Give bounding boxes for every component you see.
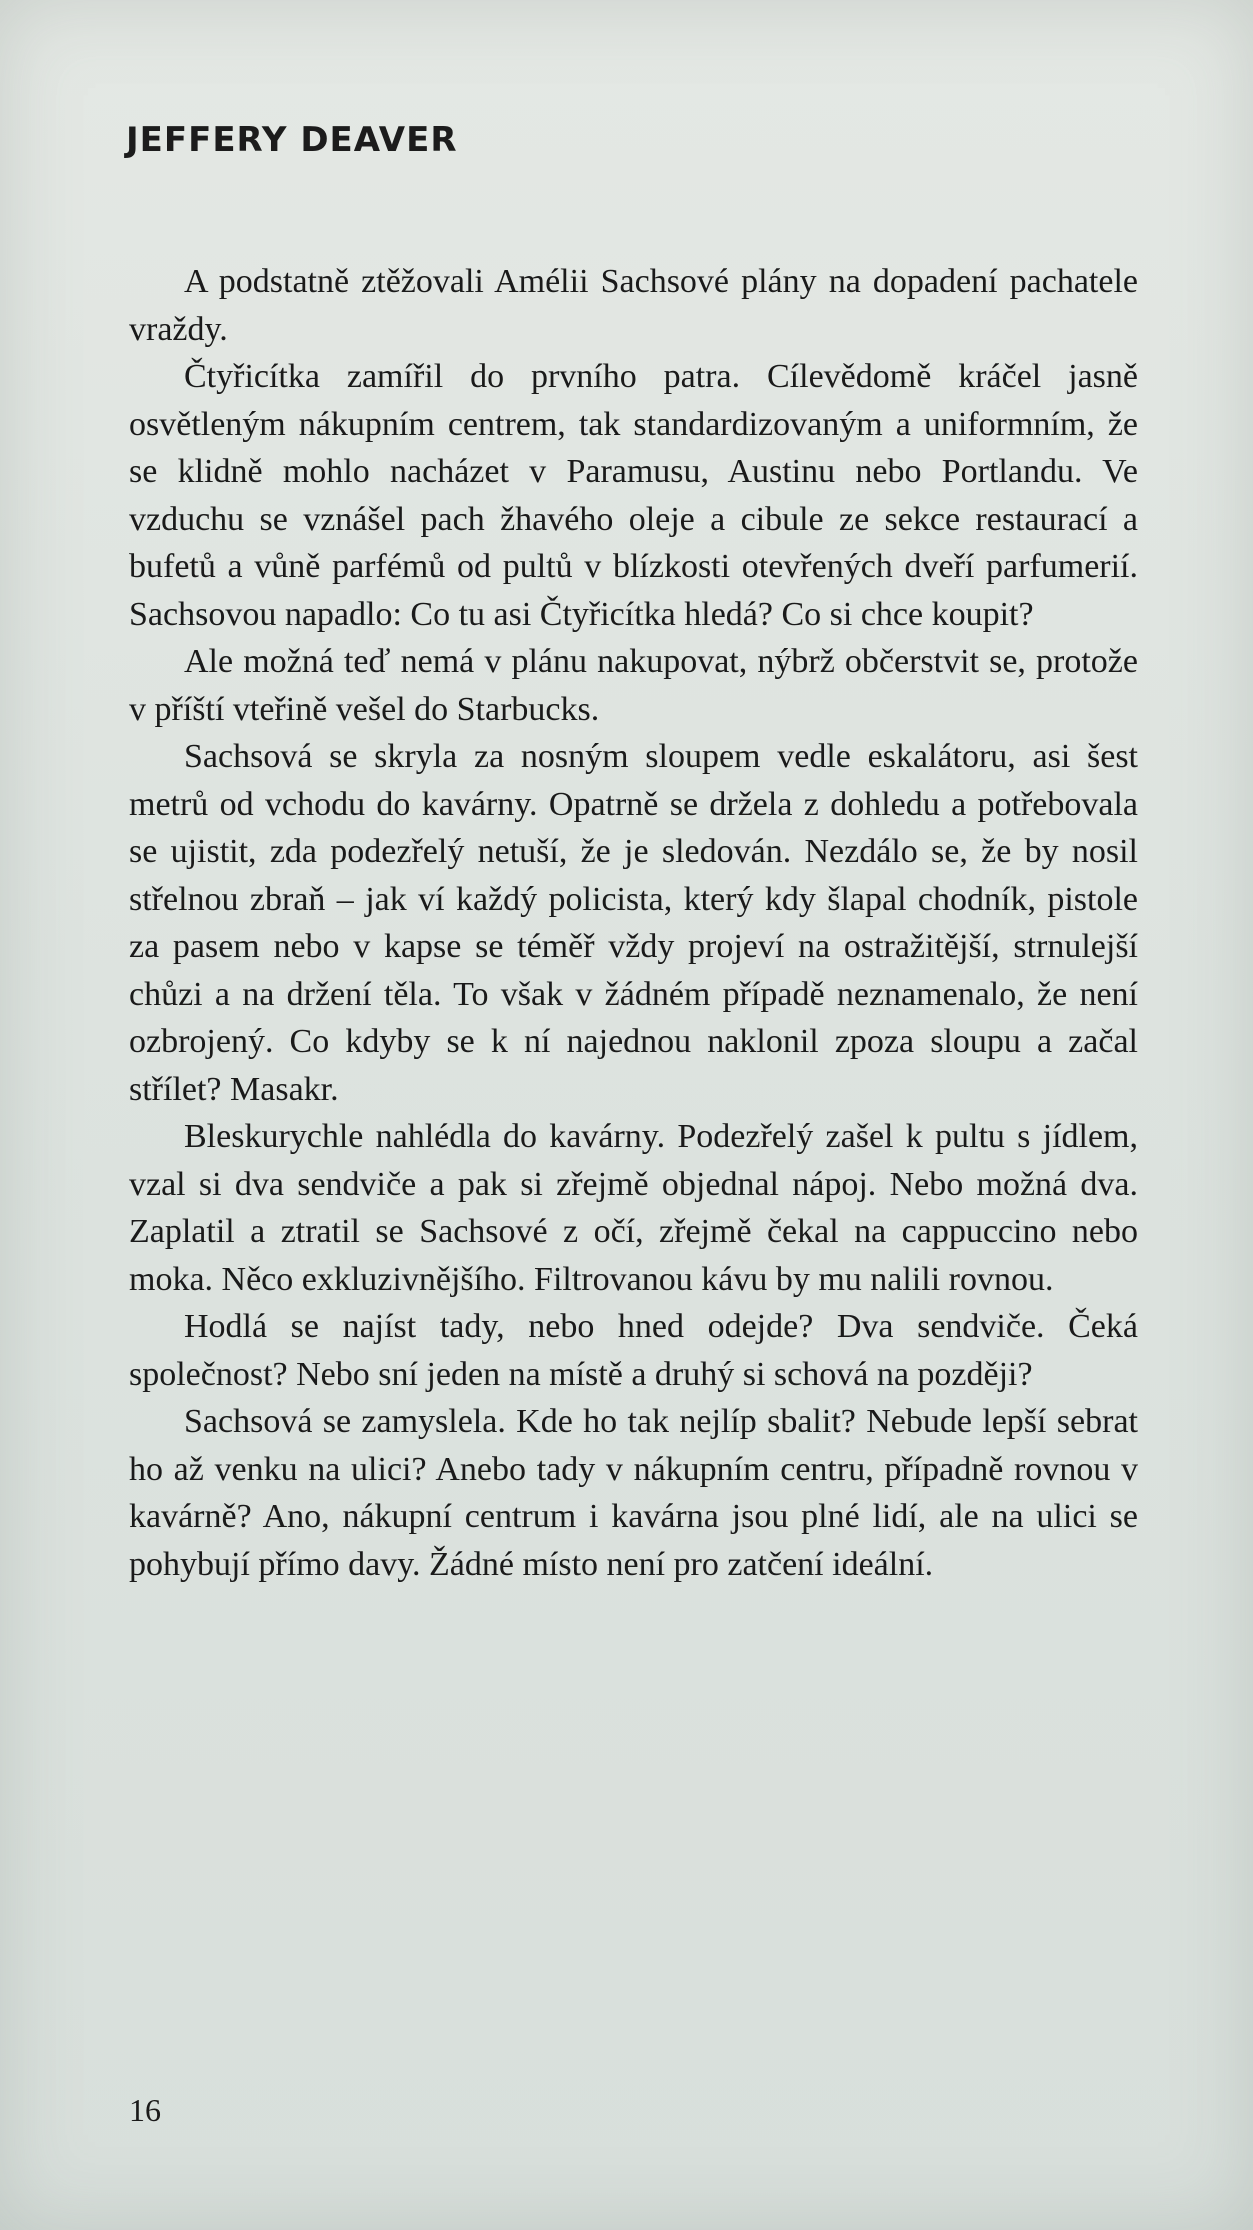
paragraph: Bleskurychle nahlédla do kavárny. Podezřelý zašel k pultu s jídlem, vzal si dva sendviče a pak si zřejmě objednal nápoj. Nebo možná dva. Zaplatil a ztratil se Sachsové z očí, zřejmě čekal na cappuccino nebo moka. Něco exkluzivnějšího. Filtrovanou kávu by mu nalili rovnou.	[129, 1118, 1138, 1298]
page-number: 16	[129, 2092, 161, 2128]
paragraph: A podstatně ztěžovali Amélii Sachsové plány na dopadení pachatele vraždy.	[129, 263, 1138, 348]
paragraph: Hodlá se najíst tady, nebo hned odejde? Dva sendviče. Čeká společnost? Nebo sní jeden na místě a druhý si schová na později?	[129, 1308, 1138, 1393]
paragraph: Sachsová se skryla za nosným sloupem vedle eskalátoru, asi šest metrů od vchodu do kavárny. Opatrně se držela z dohledu a potřebovala se ujistit, zda podezřelý netuší, že je sledován. Nezdálo se, že by nosil střelnou zbraň – jak ví každý policista, který kdy šlapal chodník, pistole za pasem nebo v kapse se téměř vždy projeví na ostražitější, strnulejší chůzi a na držení těla. To však v žádném případě neznamenalo, že není ozbrojený. Co kdyby se k ní najednou naklonil zpoza sloupu a začal střílet? Masakr.	[129, 738, 1138, 1108]
paragraph: Ale možná teď nemá v plánu nakupovat, nýbrž občerstvit se, protože v příští vteřině vešel do Starbucks.	[129, 643, 1138, 728]
paragraph: Sachsová se zamyslela. Kde ho tak nejlíp sbalit? Nebude lepší sebrat ho až venku na ulici? Anebo tady v nákupním centru, případně rovnou v kavárně? Ano, nákupní centrum i kavárna jsou plné lidí, ale na ulici se pohybují přímo davy. Žádné místo není pro zatčení ideální.	[129, 1403, 1138, 1583]
body-text	[129, 258, 1138, 1588]
paragraph: Čtyřicítka zamířil do prvního patra. Cílevědomě kráčel jasně osvětleným nákupním centrem, tak standardizovaným a uniformním, že se klidně mohlo nacházet v Paramusu, Austinu nebo Portlandu. Ve vzduchu se vznášel pach žhavého oleje a cibule ze sekce restaurací a bufetů a vůně parfémů od pultů v blízkosti otevřených dveří parfumerií. Sachsovou napadlo: Co tu asi Čtyřicítka hledá? Co si chce koupit?	[129, 358, 1138, 633]
running-head-author: JEFFERY DEAVER	[126, 120, 458, 160]
